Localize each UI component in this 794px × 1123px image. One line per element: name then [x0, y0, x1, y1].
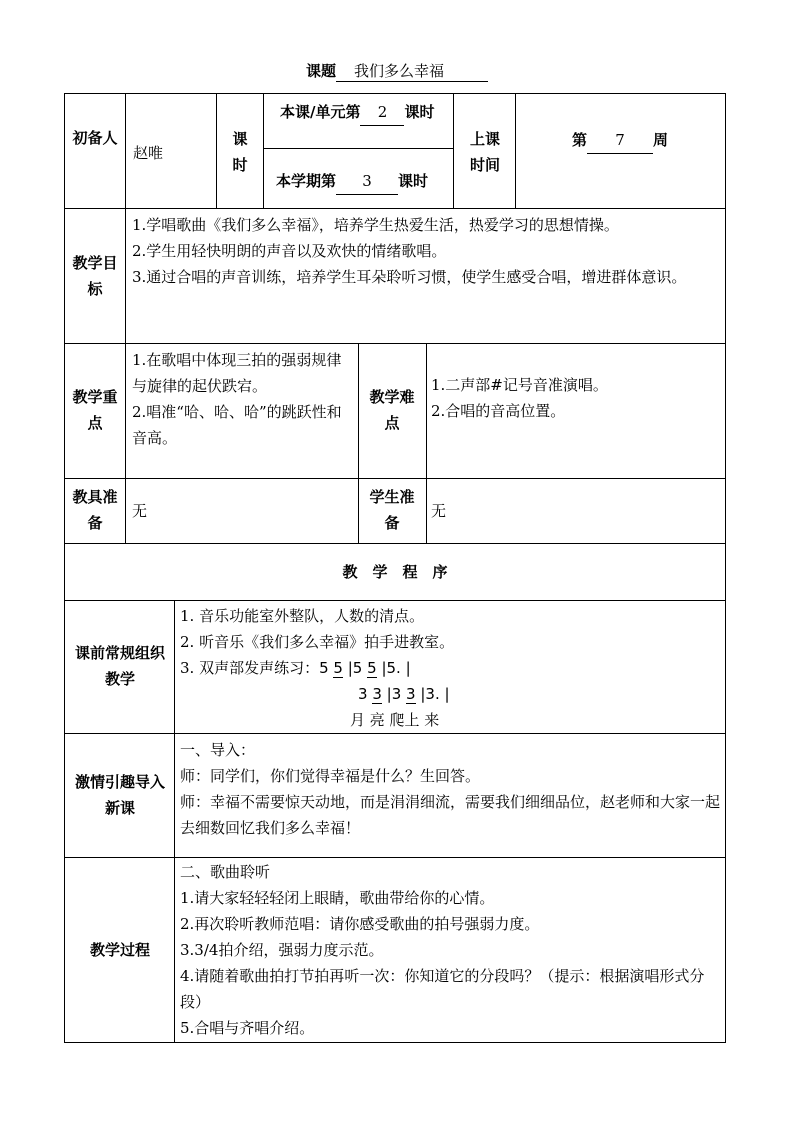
notes-lower: 3 3 |3 3 |3. | [358, 685, 450, 703]
student-prep-value: 无 [431, 502, 447, 520]
week-number: 7 [587, 127, 653, 154]
vocal-exercise [180, 655, 720, 681]
unit-lesson-number: 2 [360, 99, 404, 126]
key-points-label: 教学重点 [72, 388, 118, 432]
pre-class-label: 课前常规组织教学 [74, 644, 165, 688]
process-line: 4.请随着歌曲拍打节拍再听一次：你知道它的分段吗？（提示：根据演唱形式分段） [180, 967, 705, 1011]
term-lesson-suffix: 课时 [398, 172, 429, 190]
unit-lesson-suffix: 课时 [404, 103, 435, 121]
objectives-label: 教学目标 [72, 254, 118, 298]
process-line: 1.请大家轻轻轻闭上眼睛，歌曲带给你的心情。 [180, 889, 495, 907]
intro-label: 激情引趣导入新课 [74, 773, 165, 817]
objective-item: 2.学生用轻快明朗的声音以及欢快的情绪歌唱。 [132, 242, 447, 260]
difficulty-item: 1.二声部#记号音准演唱。 [431, 376, 608, 394]
term-lesson-prefix: 本学期第 [276, 172, 337, 190]
student-prep-label: 学生准备 [369, 488, 415, 532]
process-line: 二、歌曲聆听 [180, 863, 271, 881]
exercise-prefix: 3. 双声部发声练习： [180, 659, 320, 677]
unit-lesson [280, 99, 450, 126]
procedure-header: 教 学 程 序 [342, 563, 448, 581]
objective-item: 1.学唱歌曲《我们多么幸福》，培养学生热爱生活，热爱学习的思想情操。 [132, 216, 619, 234]
class-hour-label: 课时 [232, 130, 248, 174]
week [572, 127, 712, 154]
key-point-item: 1.在歌唱中体现三拍的强弱规律与旋律的起伏跌宕。 [132, 351, 342, 395]
difficulties-label: 教学难点 [369, 388, 415, 432]
intro-line: 师：幸福不需要惊天动地，而是涓涓细流，需要我们细细品位，赵老师和大家一起去细数回忆我们多么幸福！ [180, 793, 721, 837]
class-time-label: 上课时间 [470, 130, 501, 174]
preparer-label: 初备人 [72, 129, 118, 147]
intro-line: 一、导入： [180, 741, 256, 759]
difficulties-list [431, 372, 721, 424]
preparer-name: 赵唯 [133, 144, 164, 162]
week-suffix: 周 [653, 131, 669, 149]
term-lesson [276, 168, 456, 195]
title-label: 课题 [305, 62, 336, 80]
week-prefix: 第 [572, 131, 588, 149]
difficulty-item: 2.合唱的音高位置。 [431, 402, 566, 420]
tools-label: 教具准备 [72, 488, 118, 532]
process-line: 3.3/4拍介绍，强弱力度示范。 [180, 941, 384, 959]
process-line: 2.再次聆听教师范唱：请你感受歌曲的拍号强弱力度。 [180, 915, 540, 933]
pre-class-list [180, 603, 720, 733]
objectives-list [132, 212, 722, 290]
key-points-list [132, 347, 354, 451]
unit-lesson-prefix: 本课/单元第 [280, 103, 361, 121]
tools-value: 无 [132, 502, 148, 520]
intro-line: 师：同学们，你们觉得幸福是什么？生回答。 [180, 767, 481, 785]
term-lesson-number: 3 [336, 168, 398, 195]
lesson-title [0, 60, 794, 82]
key-point-item: 2.唱准“哈、哈、哈”的跳跃性和音高。 [132, 403, 342, 447]
intro-lines [180, 737, 720, 841]
notes-upper: 5 5 |5 5 |5. | [319, 659, 411, 677]
pre-class-item: 2. 听音乐《我们多么幸福》拍手进教室。 [180, 633, 455, 651]
objective-item: 3.通过合唱的声音训练，培养学生耳朵聆听习惯，使学生感受合唱，增进群体意识。 [132, 268, 687, 286]
pre-class-item: 1. 音乐功能室外整队，人数的清点。 [180, 607, 425, 625]
exercise-lyrics: 月 亮 爬上 来 [350, 711, 440, 729]
title-value: 我们多么幸福 [336, 61, 488, 82]
process-label: 教学过程 [89, 941, 150, 959]
process-line: 5.合唱与齐唱介绍。 [180, 1019, 315, 1037]
process-lines [180, 859, 720, 1041]
